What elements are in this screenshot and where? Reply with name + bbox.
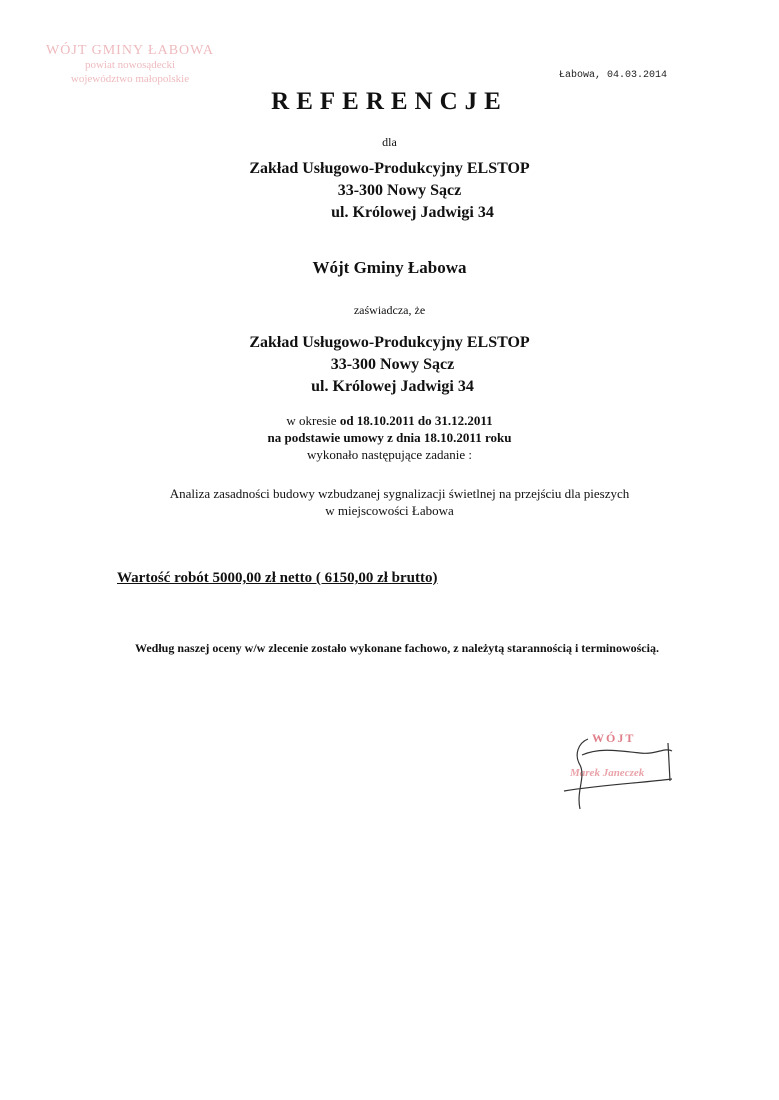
stamp-line-1: WÓJT GMINY ŁABOWA — [46, 43, 214, 58]
recipient-address — [0, 158, 779, 224]
opinion-text: Według naszej oceny w/w zlecenie zostało wykonane fachowo, z należytą starannością i terminowością. — [135, 641, 659, 655]
period-line — [0, 412, 779, 429]
signature-title: WÓJT — [592, 731, 636, 745]
task-line-2: w miejscowości Łabowa — [325, 503, 454, 518]
contract-value: Wartość robót 5000,00 zł netto ( 6150,00 zł brutto) — [117, 570, 438, 586]
recipient-line-3: ul. Królowej Jadwigi 34 — [331, 204, 494, 221]
period-range: od 18.10.2011 do 31.12.2011 — [339, 413, 493, 428]
stamp-line-2: powiat nowosądecki — [84, 59, 176, 71]
task-line-1: Analiza zasadności budowy wzbudzanej sygnalizacji świetlnej na przejściu dla pieszych — [169, 486, 630, 501]
company-line-1: Zakład Usługowo-Produkcyjny ELSTOP — [249, 334, 530, 351]
signature-name: Marek Janeczek — [570, 767, 645, 779]
official-stamp — [40, 44, 220, 86]
certifies-label: zaświadcza, że — [353, 303, 426, 317]
opinion-paragraph — [113, 640, 669, 657]
recipient-line-1: Zakład Usługowo-Produkcyjny ELSTOP — [249, 160, 530, 177]
task-description — [0, 485, 779, 519]
issuer-name: Wójt Gminy Łabowa — [312, 258, 467, 277]
contract-line: na podstawie umowy z dnia 18.10.2011 roku — [267, 430, 512, 445]
handwritten-signature — [560, 725, 690, 815]
stamp-line-3: województwo małopolskie — [70, 73, 190, 85]
document-title: REFERENCJE — [271, 88, 508, 115]
company-line-3: ul. Królowej Jadwigi 34 — [311, 378, 474, 395]
document-date: Łabowa, 04.03.2014 — [558, 70, 667, 81]
task-intro: wykonało następujące zadanie : — [307, 447, 472, 462]
dla-label: dla — [382, 135, 397, 149]
period-block — [0, 412, 779, 463]
signature-stamp — [560, 725, 690, 815]
company-line-2: 33-300 Nowy Sącz — [330, 356, 455, 373]
period-prefix: w okresie — [286, 413, 340, 428]
recipient-line-2: 33-300 Nowy Sącz — [337, 182, 462, 199]
company-address — [0, 332, 779, 398]
